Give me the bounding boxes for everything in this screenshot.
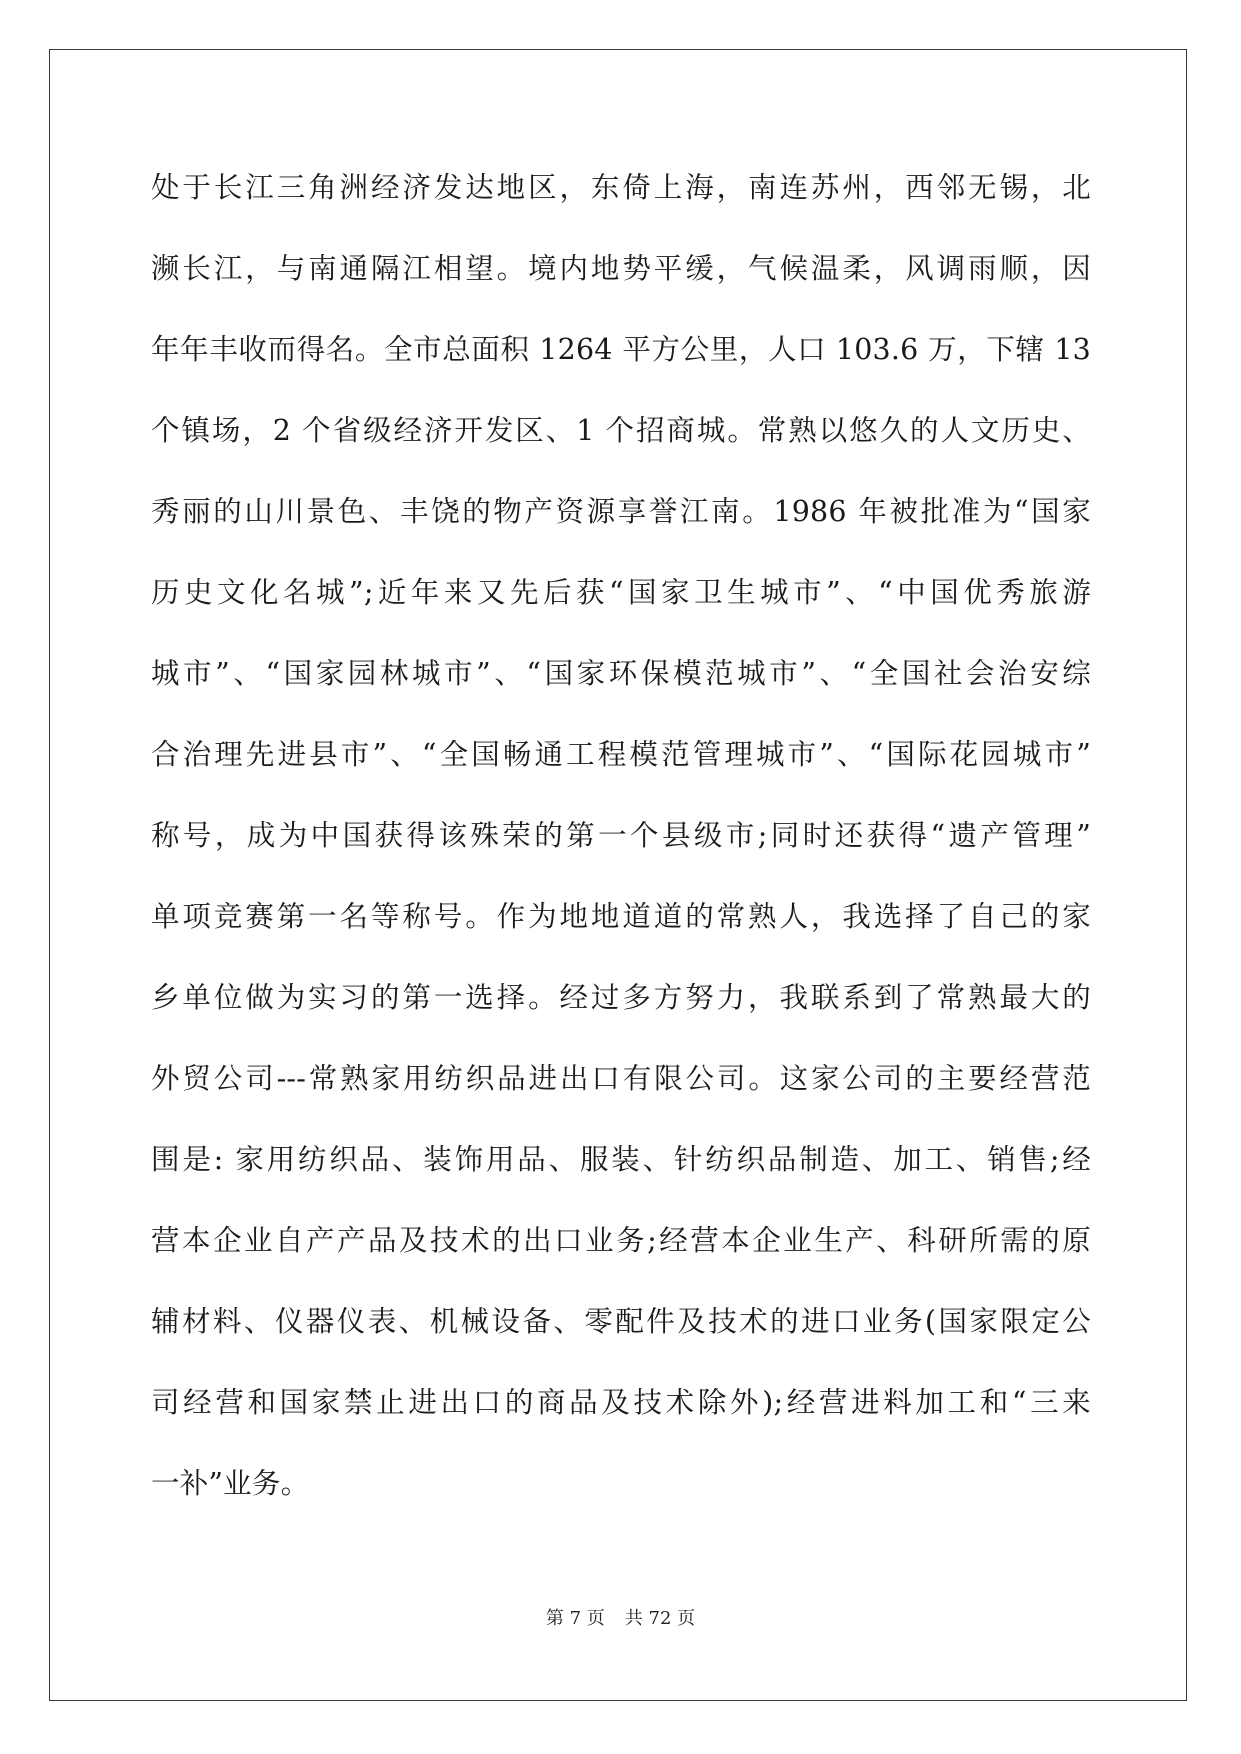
document-body [151,160,1091,1537]
text-line: 年年丰收而得名。全市总面积 1264 平方公里，人口 103.6 万，下辖 13 [151,333,1091,366]
text-line: 外贸公司---常熟家用纺织品进出口有限公司。这家公司的主要经营范 [151,1062,1091,1095]
text-line: 个镇场，2 个省级经济开发区、1 个招商城。常熟以悠久的人文历史、 [151,414,1091,447]
page-number: 第 7 页 [545,1608,605,1629]
text-line: 历史文化名城”;近年来又先后获“国家卫生城市”、“中国优秀旅游 [151,576,1091,609]
text-line: 司经营和国家禁止进出口的商品及技术除外);经营进料加工和“三来 [151,1386,1091,1419]
text-line: 围是: 家用纺织品、装饰用品、服装、针纺织品制造、加工、销售;经 [151,1143,1091,1176]
text-line: 秀丽的山川景色、丰饶的物产资源享誉江南。1986 年被批准为“国家 [151,495,1091,528]
text-line: 辅材料、仪器仪表、机械设备、零配件及技术的进口业务(国家限定公 [151,1305,1091,1338]
text-line: 处于长江三角洲经济发达地区，东倚上海，南连苏州，西邻无锡，北 [151,171,1091,204]
text-line: 称号，成为中国获得该殊荣的第一个县级市;同时还获得“遗产管理” [151,819,1091,852]
text-line: 濒长江，与南通隔江相望。境内地势平缓，气候温柔，风调雨顺，因 [151,252,1091,285]
text-line: 合治理先进县市”、“全国畅通工程模范管理城市”、“国际花园城市” [151,738,1091,771]
page-total: 共 72 页 [624,1608,696,1629]
text-line: 一补”业务。 [151,1467,310,1500]
text-line: 城市”、“国家园林城市”、“国家环保模范城市”、“全国社会治安综 [151,657,1091,690]
text-line: 营本企业自产产品及技术的出口业务;经营本企业生产、科研所需的原 [151,1224,1091,1257]
text-line: 单项竞赛第一名等称号。作为地地道道的常熟人，我选择了自己的家 [151,900,1091,933]
page-footer [0,1604,1241,1630]
text-line: 乡单位做为实习的第一选择。经过多方努力，我联系到了常熟最大的 [151,981,1091,1014]
